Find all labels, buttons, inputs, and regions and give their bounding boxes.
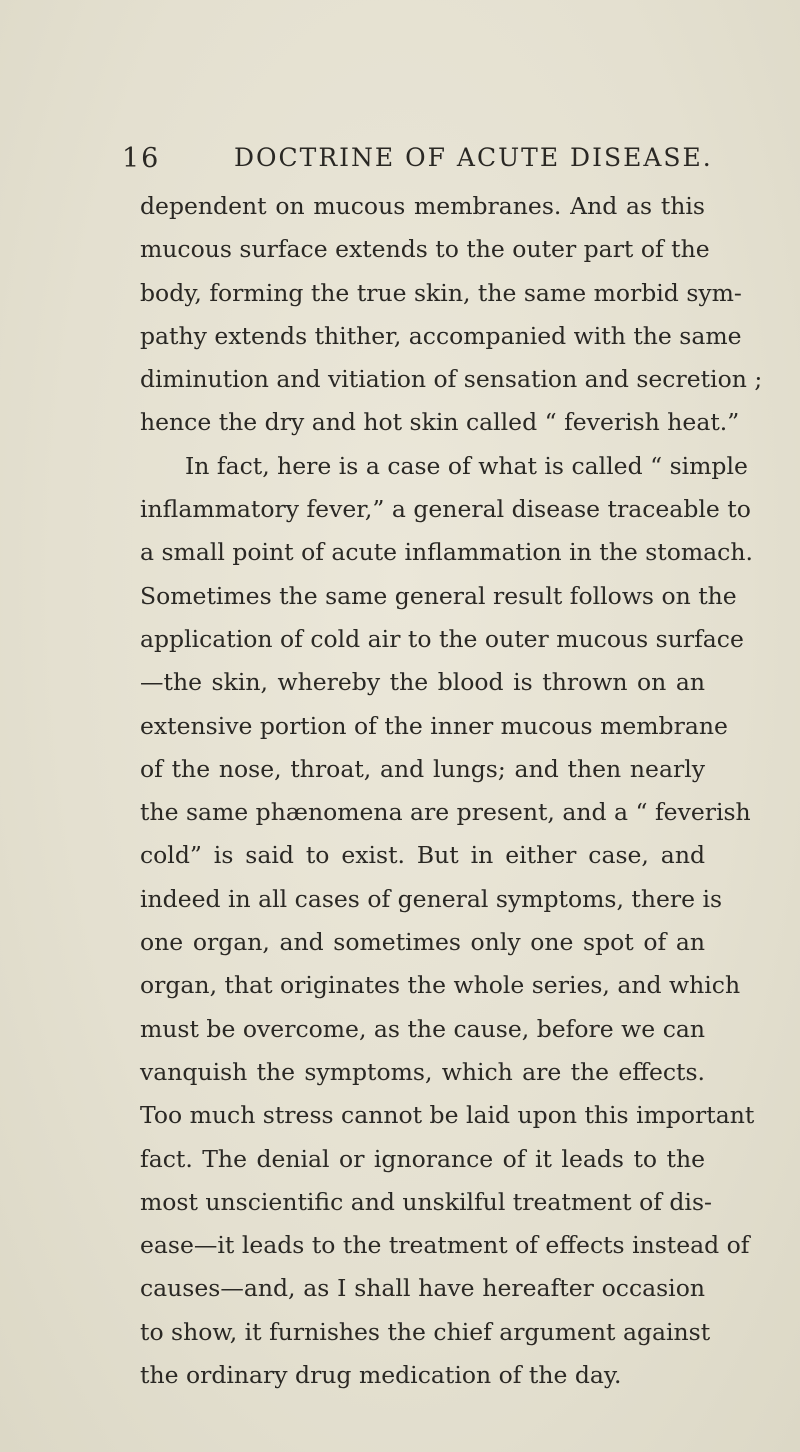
text-line: hence the dry and hot skin called “ feverish heat.”: [140, 408, 740, 437]
text-line: mucous surface extends to the outer part of the: [140, 235, 710, 264]
text-line: —the skin, whereby the blood is thrown on an: [140, 668, 705, 697]
text-line: Too much stress cannot be laid upon this important: [140, 1101, 755, 1130]
text-line: body, forming the true skin, the same morbid sym-: [140, 278, 742, 307]
text-line: a small point of acute inflammation in the stomach.: [140, 538, 753, 567]
text-line: of the nose, throat, and lungs; and then nearly: [140, 754, 705, 783]
text-line: causes—and, as I shall have hereafter occasion: [140, 1274, 705, 1303]
text-line: indeed in all cases of general symptoms, there is: [140, 884, 723, 913]
text-line: one organ, and sometimes only one spot of an: [140, 928, 705, 957]
page-number: 16: [122, 143, 161, 174]
text-line: fact. The denial or ignorance of it leads to the: [140, 1144, 705, 1173]
text-line: application of cold air to the outer mucous surface: [140, 624, 744, 653]
text-line: dependent on mucous membranes. And as this: [140, 192, 705, 220]
text-line: vanquish the symptoms, which are the effects.: [140, 1057, 705, 1086]
text-line: Sometimes the same general result follows on the: [140, 581, 737, 610]
text-line: the ordinary drug medication of the day.: [140, 1361, 622, 1390]
running-title: DOCTRINE OF ACUTE DISEASE.: [234, 143, 713, 172]
paragraph-start-line: In fact, here is a case of what is called “ simple: [185, 451, 748, 480]
text-line: most unscientific and unskilful treatment of dis-: [140, 1187, 712, 1216]
text-line: diminution and vitiation of sensation and secretion ;: [140, 365, 763, 394]
body-text: [140, 185, 763, 1397]
text-line: extensive portion of the inner mucous membrane: [140, 711, 728, 740]
text-line: pathy extends thither, accompanied with the same: [140, 321, 742, 350]
text-line: cold” is said to exist. But in either case, and: [140, 841, 705, 870]
text-line: ease—it leads to the treatment of effects instead of: [140, 1231, 750, 1260]
text-line: inflammatory fever,” a general disease traceable to: [140, 495, 751, 524]
text-line: to show, it furnishes the chief argument against: [140, 1317, 711, 1346]
text-line: organ, that originates the whole series, and which: [140, 971, 741, 1000]
text-line: must be overcome, as the cause, before we can: [140, 1014, 705, 1043]
running-head: [122, 143, 722, 183]
text-line: the same phænomena are present, and a “ feverish: [140, 798, 751, 827]
